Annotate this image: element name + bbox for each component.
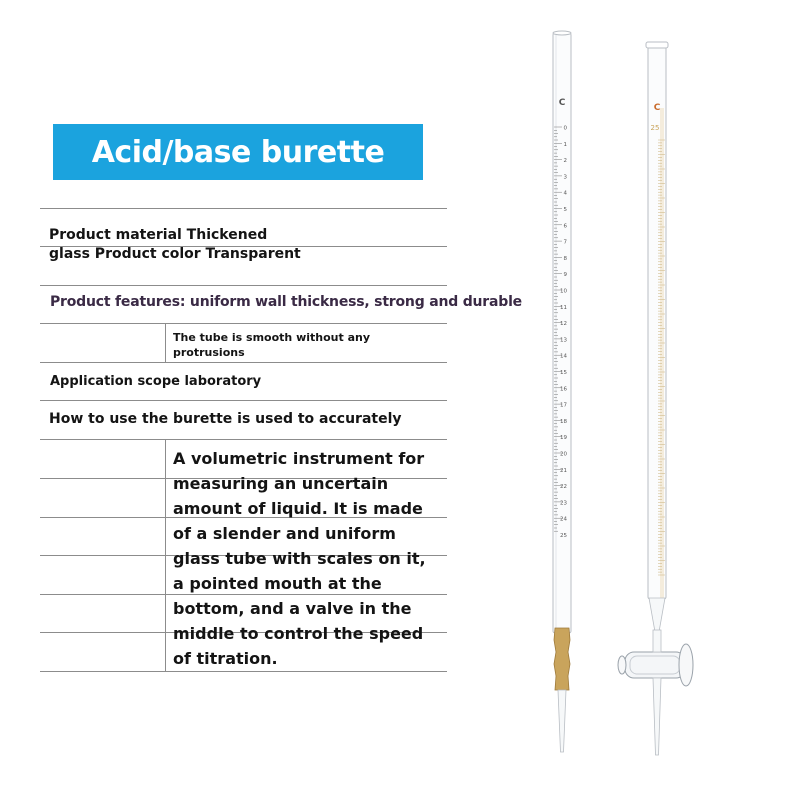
material-row [49, 226, 301, 264]
scale-label: 24 [560, 516, 567, 523]
scale-label: 19 [560, 435, 567, 442]
scale-label: 4 [563, 190, 567, 197]
description-line: amount of liquid. It is made [173, 499, 423, 518]
scale-label: 17 [560, 402, 567, 409]
right-burette-label: 25 [650, 124, 660, 132]
table-divider [165, 439, 166, 671]
scale-label: 5 [563, 207, 567, 213]
scale-label: 2 [563, 158, 567, 165]
scale-label: 12 [560, 321, 567, 328]
glass-tip [558, 690, 566, 752]
scale-label: 1 [563, 141, 567, 148]
table-line [40, 208, 447, 209]
scope-row: Application scope laboratory [50, 374, 262, 389]
svg-text:C: C [653, 103, 661, 113]
scale-label: 23 [560, 500, 567, 507]
smooth-row [173, 330, 370, 360]
left-burette-icon [553, 31, 571, 752]
scale-label: 9 [563, 272, 567, 279]
description-line: of titration. [173, 649, 278, 668]
table-divider [165, 323, 166, 362]
scale-label: 13 [560, 337, 567, 344]
description-block [173, 446, 426, 671]
table-line [40, 285, 447, 286]
description-line: a pointed mouth at the [173, 574, 382, 593]
material-line-1: Product material Thickened [49, 227, 268, 243]
page-title: Acid/base burette [91, 134, 385, 170]
table-line [40, 400, 447, 401]
scale-label: 21 [560, 467, 567, 474]
scale-label: 20 [560, 451, 567, 458]
scale-label: 3 [563, 174, 567, 181]
burette-illustration [500, 0, 720, 800]
description-line: glass tube with scales on it, [173, 549, 426, 568]
scale-label: 15 [560, 370, 567, 376]
rubber-tube [554, 628, 570, 690]
description-line: bottom, and a valve in the [173, 599, 412, 618]
table-line [40, 439, 447, 440]
right-burette-icon [618, 42, 693, 755]
scale-label: 8 [563, 255, 567, 262]
scale-label: 18 [560, 418, 567, 425]
description-line: of a slender and uniform [173, 524, 396, 543]
description-line: measuring an uncertain [173, 474, 389, 493]
scale-label: 7 [563, 239, 567, 246]
scale-label: 10 [560, 288, 567, 295]
smooth-line-2: protrusions [173, 346, 245, 359]
scale-label: 11 [560, 304, 567, 311]
title-banner [53, 124, 423, 180]
description-line: middle to control the speed [173, 624, 424, 643]
scale-label: 22 [560, 484, 567, 491]
material-line-2: glass Product color Transparent [49, 246, 301, 262]
table-line [40, 323, 447, 324]
table-line [40, 362, 447, 363]
smooth-line-1: The tube is smooth without any [173, 331, 370, 344]
scale-label: 0 [563, 125, 567, 132]
scale-label: 16 [560, 386, 567, 393]
features-row: Product features: uniform wall thickness, strong and durable [50, 294, 522, 310]
scale-label: 6 [563, 223, 567, 230]
svg-text:C: C [558, 98, 566, 108]
how-to-use-row: How to use the burette is used to accurately [49, 411, 402, 427]
table-line [40, 671, 447, 672]
scale-label: 14 [560, 353, 567, 360]
description-line: A volumetric instrument for [173, 449, 425, 468]
scale-label: 25 [560, 533, 567, 539]
